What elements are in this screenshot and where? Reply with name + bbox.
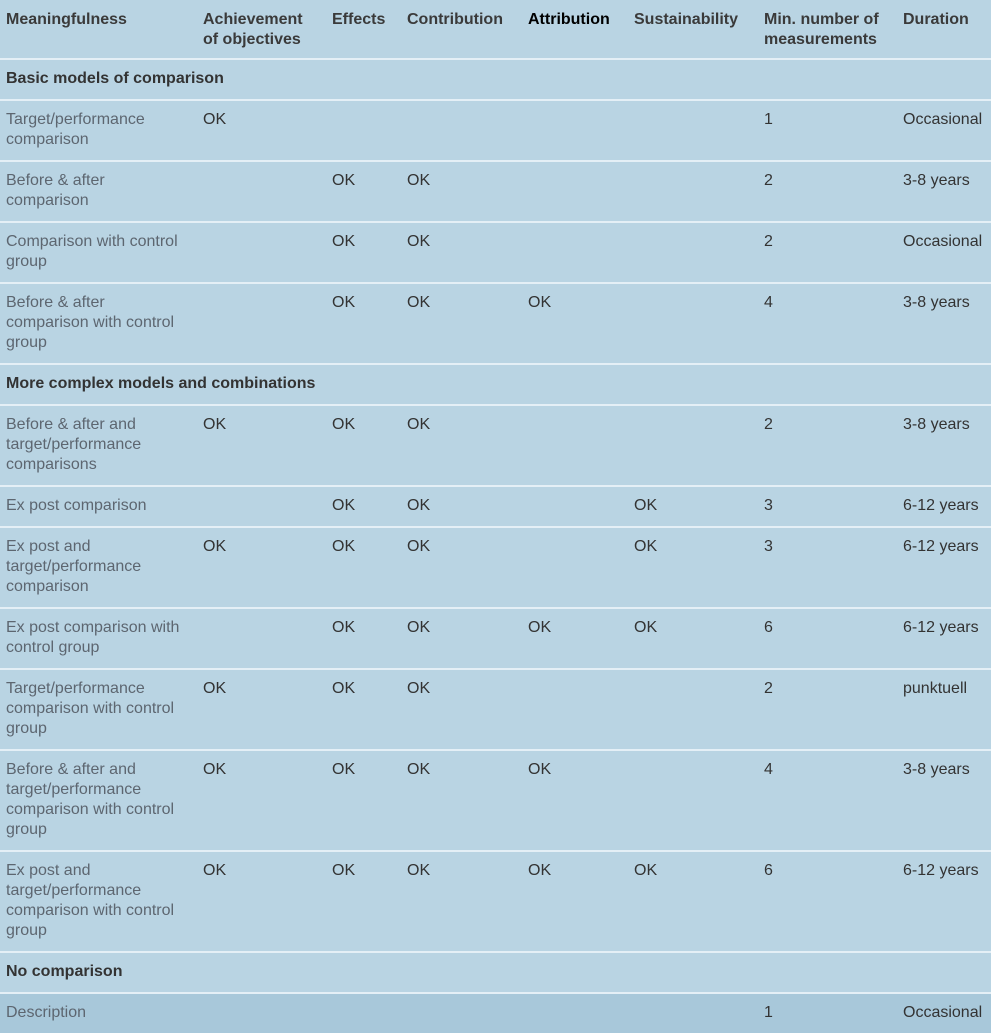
cell-attribution: [522, 222, 628, 283]
cell-duration: Occasional: [897, 222, 991, 283]
cell-duration: Occasional: [897, 100, 991, 161]
cell-model-name: Before & after and target/performance comparison with control group: [0, 750, 197, 851]
cell-contribution: OK: [401, 608, 522, 669]
cell-achievement: [197, 608, 326, 669]
cell-achievement: OK: [197, 405, 326, 486]
table-row: [0, 405, 991, 486]
table-row: [0, 222, 991, 283]
cell-min-measurements: 6: [758, 851, 897, 952]
cell-contribution: OK: [401, 527, 522, 608]
cell-model-name: Before & after comparison with control group: [0, 283, 197, 364]
header-sustainability: Sustainability: [628, 0, 758, 59]
cell-model-name: Before & after comparison: [0, 161, 197, 222]
cell-sustainability: OK: [628, 527, 758, 608]
cell-contribution: OK: [401, 161, 522, 222]
section-header-row: [0, 952, 991, 993]
section-title: Basic models of comparison: [0, 59, 991, 100]
cell-duration: 3-8 years: [897, 750, 991, 851]
cell-model-name: Comparison with control group: [0, 222, 197, 283]
cell-contribution: OK: [401, 669, 522, 750]
cell-contribution: OK: [401, 750, 522, 851]
cell-min-measurements: 2: [758, 405, 897, 486]
cell-effects: OK: [326, 750, 401, 851]
cell-duration: 3-8 years: [897, 405, 991, 486]
cell-duration: 3-8 years: [897, 283, 991, 364]
header-row: [0, 0, 991, 59]
cell-attribution: [522, 405, 628, 486]
cell-duration: Occasional: [897, 993, 991, 1033]
cell-duration: 6-12 years: [897, 486, 991, 527]
cell-achievement: [197, 283, 326, 364]
cell-contribution: OK: [401, 486, 522, 527]
cell-model-name: Ex post comparison: [0, 486, 197, 527]
cell-model-name: Description: [0, 993, 197, 1033]
cell-achievement: [197, 486, 326, 527]
cell-model-name: Target/performance comparison with control group: [0, 669, 197, 750]
cell-min-measurements: 3: [758, 527, 897, 608]
cell-duration: 6-12 years: [897, 527, 991, 608]
cell-attribution: [522, 486, 628, 527]
cell-sustainability: [628, 283, 758, 364]
cell-effects: OK: [326, 851, 401, 952]
header-attribution: Attribution: [522, 0, 628, 59]
cell-sustainability: [628, 669, 758, 750]
cell-effects: OK: [326, 161, 401, 222]
cell-sustainability: [628, 161, 758, 222]
cell-sustainability: [628, 222, 758, 283]
cell-min-measurements: 2: [758, 161, 897, 222]
cell-model-name: Before & after and target/performance comparisons: [0, 405, 197, 486]
cell-effects: [326, 100, 401, 161]
section-header-row: [0, 364, 991, 405]
cell-sustainability: [628, 750, 758, 851]
cell-sustainability: OK: [628, 851, 758, 952]
cell-min-measurements: 2: [758, 222, 897, 283]
cell-attribution: [522, 161, 628, 222]
cell-min-measurements: 1: [758, 100, 897, 161]
cell-duration: 6-12 years: [897, 608, 991, 669]
cell-sustainability: [628, 405, 758, 486]
cell-achievement: [197, 222, 326, 283]
header-min-measurements: Min. number of measurements: [758, 0, 897, 59]
cell-contribution: OK: [401, 851, 522, 952]
cell-achievement: OK: [197, 527, 326, 608]
cell-effects: OK: [326, 608, 401, 669]
cell-contribution: [401, 100, 522, 161]
cell-achievement: OK: [197, 100, 326, 161]
header-duration: Duration: [897, 0, 991, 59]
cell-attribution: [522, 669, 628, 750]
cell-min-measurements: 3: [758, 486, 897, 527]
cell-effects: OK: [326, 527, 401, 608]
cell-effects: OK: [326, 669, 401, 750]
table-row: [0, 750, 991, 851]
cell-contribution: OK: [401, 405, 522, 486]
cell-model-name: Ex post and target/performance comparison: [0, 527, 197, 608]
cell-model-name: Ex post and target/performance comparison with control group: [0, 851, 197, 952]
cell-attribution: [522, 993, 628, 1033]
cell-sustainability: OK: [628, 608, 758, 669]
cell-min-measurements: 4: [758, 750, 897, 851]
section-title: More complex models and combinations: [0, 364, 991, 405]
cell-model-name: Target/performance comparison: [0, 100, 197, 161]
table-row: [0, 851, 991, 952]
table-row: [0, 486, 991, 527]
cell-attribution: OK: [522, 608, 628, 669]
cell-effects: OK: [326, 222, 401, 283]
table-row: [0, 100, 991, 161]
cell-effects: OK: [326, 405, 401, 486]
cell-attribution: OK: [522, 283, 628, 364]
cell-contribution: OK: [401, 222, 522, 283]
table-row: [0, 161, 991, 222]
cell-effects: OK: [326, 283, 401, 364]
cell-min-measurements: 4: [758, 283, 897, 364]
cell-duration: 3-8 years: [897, 161, 991, 222]
cell-sustainability: [628, 100, 758, 161]
cell-achievement: OK: [197, 750, 326, 851]
cell-effects: OK: [326, 486, 401, 527]
table-row: [0, 993, 991, 1033]
cell-duration: punktuell: [897, 669, 991, 750]
table-row: [0, 608, 991, 669]
cell-model-name: Ex post comparison with control group: [0, 608, 197, 669]
cell-attribution: OK: [522, 851, 628, 952]
cell-sustainability: OK: [628, 486, 758, 527]
cell-duration: 6-12 years: [897, 851, 991, 952]
cell-min-measurements: 2: [758, 669, 897, 750]
cell-contribution: [401, 993, 522, 1033]
table-row: [0, 283, 991, 364]
cell-attribution: OK: [522, 750, 628, 851]
section-title: No comparison: [0, 952, 991, 993]
cell-min-measurements: 1: [758, 993, 897, 1033]
table-row: [0, 527, 991, 608]
cell-achievement: [197, 993, 326, 1033]
header-effects: Effects: [326, 0, 401, 59]
header-contribution: Contribution: [401, 0, 522, 59]
cell-effects: [326, 993, 401, 1033]
cell-contribution: OK: [401, 283, 522, 364]
cell-sustainability: [628, 993, 758, 1033]
header-meaningfulness: Meaningfulness: [0, 0, 197, 59]
cell-achievement: OK: [197, 851, 326, 952]
header-achievement: Achievement of objectives: [197, 0, 326, 59]
section-header-row: [0, 59, 991, 100]
cell-achievement: OK: [197, 669, 326, 750]
cell-min-measurements: 6: [758, 608, 897, 669]
table-row: [0, 669, 991, 750]
cell-achievement: [197, 161, 326, 222]
cell-attribution: [522, 100, 628, 161]
cell-attribution: [522, 527, 628, 608]
